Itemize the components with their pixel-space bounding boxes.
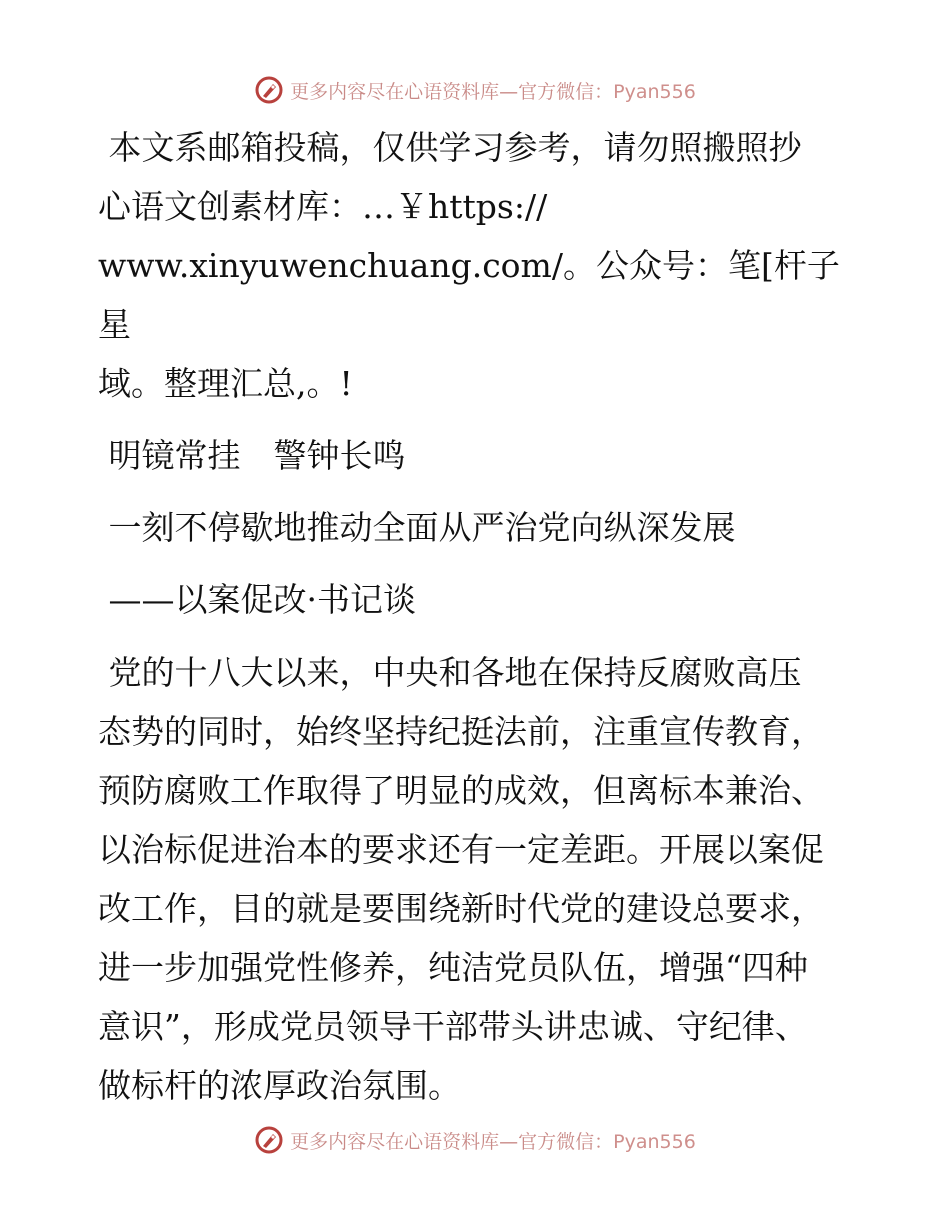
body-line: 态势的同时，始终坚持纪挺法前，注重宣传教育， (98, 712, 824, 751)
body-line: 意识”，形成党员领导干部带头讲忠诚、守纪律、 (98, 1007, 808, 1046)
pen-nib-circle-icon (254, 1125, 284, 1155)
intro-line: 本文系邮箱投稿，仅供学习参考，请勿照搬照抄 (98, 128, 802, 167)
body-line: 做标杆的浓厚政治氛围。 (98, 1066, 461, 1105)
heading-title: 明镜常挂 警钟长鸣 (98, 436, 406, 475)
body-line: 预防腐败工作取得了明显的成效，但离标本兼治、 (98, 771, 824, 810)
intro-line: 域。整理汇总,。! (98, 364, 353, 403)
body-paragraph (98, 643, 858, 1115)
intro-block (98, 118, 858, 413)
footer-banner-text: 更多内容尽在心语资料库—官方微信：Pyan556 (290, 1130, 696, 1153)
body-line: 改工作，目的就是要围绕新时代党的建设总要求， (98, 889, 824, 928)
header-banner-text: 更多内容尽在心语资料库—官方微信：Pyan556 (290, 80, 696, 103)
heading-subtitle: 一刻不停歇地推动全面从严治党向纵深发展 (98, 508, 736, 547)
body-line: 党的十八大以来，中央和各地在保持反腐败高压 (98, 653, 802, 692)
body-line: 进一步加强党性修养，纯洁党员队伍，增强“四种 (98, 948, 808, 987)
pen-nib-circle-icon (254, 75, 284, 105)
footer-banner-handle: Pyan556 (613, 1130, 696, 1153)
intro-line: 心语文创素材库：…￥https:// (98, 187, 548, 226)
heading-byline: ——以案促改·书记谈 (98, 580, 416, 619)
intro-line: www.xinyuwenchuang.com/。公众号：笔[杆子星 (98, 246, 840, 344)
header-banner (0, 70, 950, 110)
document-body (98, 118, 858, 1115)
footer-banner (0, 1120, 950, 1160)
body-line: 以治标促进治本的要求还有一定差距。开展以案促 (98, 830, 824, 869)
header-banner-handle: Pyan556 (613, 80, 696, 103)
